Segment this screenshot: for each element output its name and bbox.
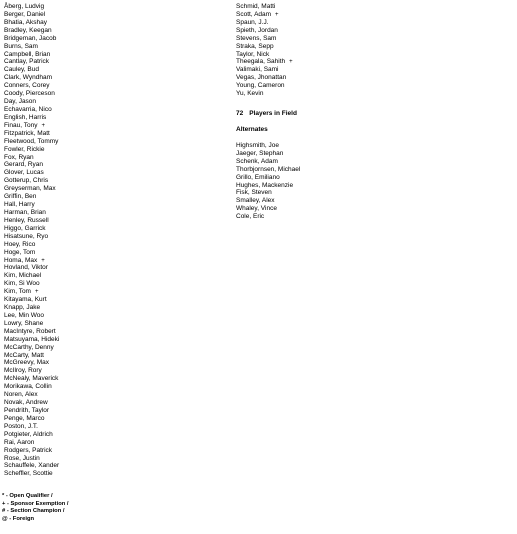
- player-row: [4, 161, 59, 169]
- player-name: Griffin, Ben: [4, 193, 37, 201]
- player-name: Cantlay, Patrick: [4, 58, 50, 66]
- player-row: [4, 296, 59, 304]
- player-row: [236, 43, 300, 51]
- players-list-column-2: [236, 3, 300, 221]
- player-name: Morikawa, Collin: [4, 383, 52, 391]
- player-row: [4, 154, 59, 162]
- sponsor-exemption-mark: +: [289, 59, 293, 66]
- player-row: [4, 462, 59, 470]
- player-row: [4, 288, 59, 296]
- player-row: [4, 233, 59, 241]
- player-name: Echavarria, Nico: [4, 105, 52, 113]
- player-name: Scott, Adam: [236, 10, 272, 18]
- player-row: [4, 43, 59, 51]
- player-row: [236, 74, 300, 82]
- player-name: Homa, Max: [4, 256, 38, 264]
- player-name: Harman, Brian: [4, 208, 46, 216]
- player-row: [4, 11, 59, 19]
- alternates-list: [236, 142, 300, 221]
- player-row: [4, 470, 59, 478]
- player-name: Straka, Sepp: [236, 42, 274, 50]
- player-name: Hovland, Viktor: [4, 264, 48, 272]
- player-name: Penge, Marco: [4, 414, 45, 422]
- player-name: McNealy, Maverick: [4, 375, 59, 383]
- player-row: [4, 328, 59, 336]
- player-name: Fox, Ryan: [4, 153, 34, 161]
- player-name: Burns, Sam: [4, 42, 38, 50]
- player-name: Fitzpatrick, Matt: [4, 129, 50, 137]
- player-row: [4, 130, 59, 138]
- legend-item: + - Sponsor Exemption /: [2, 500, 69, 507]
- player-name: Bridgeman, Jacob: [4, 34, 57, 42]
- player-name: Gerard, Ryan: [4, 161, 44, 169]
- player-name: Hoge, Tom: [4, 248, 36, 256]
- player-name: Kim, Michael: [4, 272, 42, 280]
- players-list-column-1: [4, 3, 59, 478]
- player-row: [4, 122, 59, 130]
- player-row: [4, 407, 59, 415]
- player-name: Poston, J.T.: [4, 422, 38, 430]
- sponsor-exemption-mark: +: [41, 122, 45, 129]
- player-name: Kim, Si Woo: [4, 280, 40, 288]
- player-row: [4, 320, 59, 328]
- player-row: [4, 447, 59, 455]
- player-name: Spieth, Jordan: [236, 26, 278, 34]
- player-row: [4, 82, 59, 90]
- player-name: Gotterup, Chris: [4, 177, 49, 185]
- player-name: Hoey, Rico: [4, 240, 36, 248]
- player-row: [4, 217, 59, 225]
- player-row: [4, 225, 59, 233]
- player-name: Bradley, Keegan: [4, 26, 52, 34]
- player-name: Clark, Wyndham: [4, 74, 52, 82]
- legend: [2, 493, 69, 523]
- player-row: [4, 344, 59, 352]
- player-row: [4, 455, 59, 463]
- player-row: [4, 138, 59, 146]
- player-row: [4, 177, 59, 185]
- player-row: [4, 169, 59, 177]
- alternate-name: Jaeger, Stephan: [236, 149, 284, 157]
- player-name: Kim, Tom: [4, 288, 31, 296]
- player-name: Conners, Corey: [4, 82, 50, 90]
- player-name: Taylor, Nick: [236, 50, 270, 58]
- player-name: Novak, Andrew: [4, 399, 48, 407]
- player-name: Åberg, Ludvig: [4, 3, 45, 10]
- player-row: [4, 257, 59, 265]
- player-name: Cauley, Bud: [4, 66, 39, 74]
- alternate-name: Hughes, Mackenzie: [236, 181, 294, 189]
- player-name: Spaun, J.J.: [236, 18, 269, 26]
- players-in-field-count: 72: [236, 110, 244, 118]
- player-row: [4, 193, 59, 201]
- player-row: [4, 19, 59, 27]
- player-row: [4, 66, 59, 74]
- player-row: [4, 51, 59, 59]
- player-name: Yu, Kevin: [236, 90, 264, 98]
- player-row: [4, 304, 59, 312]
- player-name: Day, Jason: [4, 98, 37, 106]
- player-row: [4, 280, 59, 288]
- player-row: [4, 423, 59, 431]
- player-row: [4, 375, 59, 383]
- player-row: [4, 399, 59, 407]
- player-row: [4, 27, 59, 35]
- player-row: [4, 209, 59, 217]
- player-row: [4, 391, 59, 399]
- player-name: Lowry, Shane: [4, 319, 44, 327]
- player-name: Glover, Lucas: [4, 169, 44, 177]
- player-row: [236, 90, 300, 98]
- alternate-name: Cole, Eric: [236, 213, 265, 221]
- player-row: [4, 272, 59, 280]
- player-name: Rose, Justin: [4, 454, 40, 462]
- player-row: [4, 3, 59, 11]
- player-row: [236, 11, 300, 19]
- player-row: [4, 114, 59, 122]
- sponsor-exemption-mark: +: [41, 257, 45, 264]
- player-name: Lee, Min Woo: [4, 311, 44, 319]
- player-row: [4, 241, 59, 249]
- alternates-heading: Alternates: [236, 125, 268, 133]
- player-name: Higgo, Garrick: [4, 224, 46, 232]
- player-row: [4, 90, 59, 98]
- players-in-field-label: Players in Field: [249, 110, 297, 118]
- player-row: [4, 201, 59, 209]
- player-row: [4, 336, 59, 344]
- sponsor-exemption-mark: +: [34, 289, 39, 296]
- player-name: McCarty, Matt: [4, 351, 44, 359]
- player-row: [4, 367, 59, 375]
- player-name: Potgieter, Aldrich: [4, 430, 53, 438]
- player-name: Kitayama, Kurt: [4, 296, 47, 304]
- player-row: [4, 264, 59, 272]
- player-name: Valimaki, Sami: [236, 66, 279, 74]
- player-name: Schauffele, Xander: [4, 462, 60, 470]
- player-row: [4, 249, 59, 257]
- player-row: [4, 312, 59, 320]
- player-name: Schmid, Matti: [236, 3, 276, 10]
- player-name: Knapp, Jake: [4, 304, 41, 312]
- player-name: English, Harris: [4, 113, 47, 121]
- player-row: [236, 19, 300, 27]
- player-name: Finau, Tony: [4, 121, 38, 129]
- player-name: Rai, Aaron: [4, 438, 35, 446]
- player-name: Hall, Harry: [4, 201, 35, 209]
- player-name: Noren, Alex: [4, 391, 38, 399]
- player-row: [236, 82, 300, 90]
- legend-item: # - Section Champion /: [2, 508, 65, 514]
- alternate-name: Thorbjornsen, Michael: [236, 165, 301, 173]
- player-row: [236, 51, 300, 59]
- player-name: McGreevy, Max: [4, 359, 50, 367]
- player-row: [236, 27, 300, 35]
- player-name: McIlroy, Rory: [4, 367, 42, 375]
- player-name: Greyserman, Max: [4, 185, 56, 193]
- player-name: Fowler, Rickie: [4, 145, 45, 153]
- player-row: [4, 359, 59, 367]
- player-row: [4, 431, 59, 439]
- player-row: [4, 185, 59, 193]
- player-row: [4, 352, 59, 360]
- player-name: Stevens, Sam: [236, 34, 277, 42]
- player-name: Vegas, Jhonattan: [236, 74, 287, 82]
- legend-item: @ - Foreign: [2, 515, 35, 522]
- player-name: Berger, Daniel: [4, 10, 46, 18]
- player-row: [4, 415, 59, 423]
- player-row: [236, 3, 300, 11]
- players-list-continued: [236, 3, 300, 98]
- player-row: [4, 106, 59, 114]
- player-name: Young, Cameron: [236, 82, 285, 90]
- alternate-name: Whaley, Vince: [236, 205, 277, 213]
- sponsor-exemption-mark: +: [275, 11, 279, 18]
- player-row: [4, 383, 59, 391]
- player-row: [4, 98, 59, 106]
- alternate-name: Smalley, Alex: [236, 197, 275, 205]
- legend-item: * - Open Qualifier /: [2, 493, 53, 499]
- player-name: Scheffler, Scottie: [4, 470, 53, 478]
- player-name: Fleetwood, Tommy: [4, 137, 59, 145]
- player-name: McCarthy, Denny: [4, 343, 54, 351]
- player-name: Coody, Pierceson: [4, 90, 55, 98]
- alternate-name: Schenk, Adam: [236, 157, 278, 165]
- player-name: Pendrith, Taylor: [4, 407, 50, 415]
- player-row: [4, 74, 59, 82]
- player-name: Rodgers, Patrick: [4, 446, 53, 454]
- player-row: [4, 146, 59, 154]
- player-name: MacIntyre, Robert: [4, 327, 56, 335]
- players-in-field-row: [236, 110, 300, 118]
- player-name: Henley, Russell: [4, 216, 49, 224]
- player-row: [236, 58, 300, 66]
- player-row: [236, 35, 300, 43]
- player-row: [4, 35, 59, 43]
- player-row: [236, 66, 300, 74]
- alternate-name: Highsmith, Joe: [236, 141, 279, 149]
- alternate-name: Fisk, Steven: [236, 189, 272, 197]
- player-row: [4, 439, 59, 447]
- player-name: Matsuyama, Hideki: [4, 335, 60, 343]
- player-name: Theegala, Sahith: [236, 58, 286, 66]
- player-name: Hisatsune, Ryo: [4, 232, 49, 240]
- player-row: [4, 58, 59, 66]
- player-name: Campbell, Brian: [4, 50, 51, 58]
- player-name: Bhatia, Akshay: [4, 18, 47, 26]
- alternate-name: Grillo, Emiliano: [236, 173, 280, 181]
